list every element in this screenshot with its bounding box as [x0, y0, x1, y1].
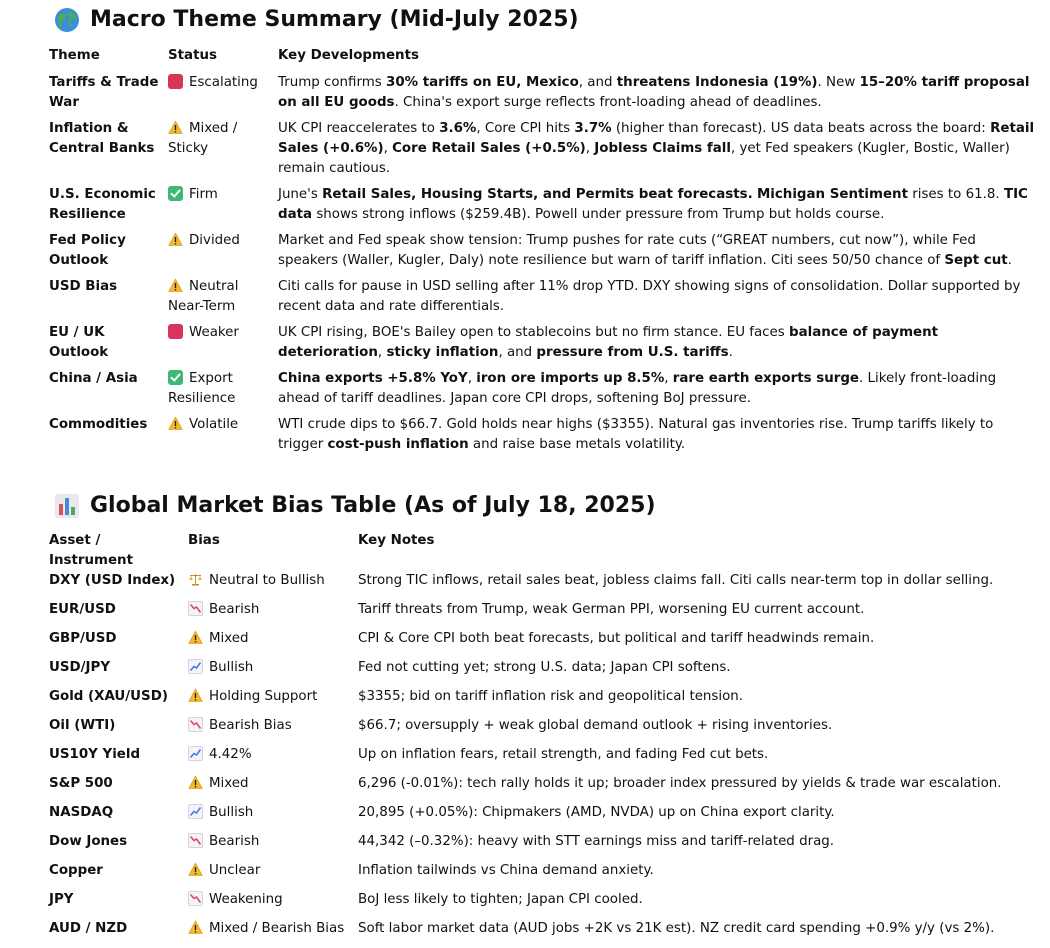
asset-cell: Copper	[49, 863, 103, 878]
text: UK CPI rising, BOE's Bailey open to stablecoins but no firm stance. EU faces	[278, 325, 790, 340]
key-developments-cell	[278, 368, 1039, 414]
warning-icon	[168, 232, 183, 247]
status-text: Weaker	[189, 325, 239, 340]
bold-text: China exports +5.8% YoY	[278, 371, 468, 386]
status-cell	[168, 414, 278, 460]
chart-decreasing-icon	[188, 891, 203, 906]
bold-text: iron ore imports up 8.5%	[476, 371, 665, 386]
status-text: Mixed / Sticky	[168, 121, 238, 156]
red-square-icon	[168, 74, 183, 89]
table-row	[49, 832, 1039, 861]
bias-text: 4.42%	[209, 747, 252, 762]
theme-cell: Inflation & Central Banks	[49, 121, 155, 156]
warning-icon	[168, 120, 183, 135]
text: ,	[377, 345, 387, 360]
bold-text: balance of payment deterioration	[278, 325, 939, 360]
text: , Core CPI hits	[476, 121, 575, 136]
text: June's	[278, 187, 323, 202]
key-notes-cell: Fed not cutting yet; strong U.S. data; Japan CPI softens.	[358, 660, 731, 675]
text: .	[728, 345, 733, 360]
status-cell	[168, 72, 278, 118]
table-row	[49, 629, 1039, 658]
bias-text: Unclear	[209, 863, 261, 878]
table-row	[49, 322, 1039, 368]
bar-chart-icon	[54, 493, 80, 519]
table-row	[49, 919, 1039, 948]
warning-icon	[188, 630, 203, 645]
warning-icon	[188, 688, 203, 703]
table-row	[49, 600, 1039, 629]
bold-text: TIC data	[278, 187, 1028, 222]
bias-cell	[188, 716, 358, 745]
section-title-bias	[54, 492, 656, 520]
bias-text: Weakening	[209, 892, 283, 907]
bold-text: threatens Indonesia (19%)	[616, 75, 818, 90]
market-bias-table	[49, 528, 1039, 948]
table-row	[49, 890, 1039, 919]
bias-text: Bearish Bias	[209, 718, 292, 733]
text: Citi calls for pause in USD selling after 11% drop YTD. DXY showing signs of consolidation. Dollar supported by recent data and rate differentials.	[278, 279, 1021, 314]
bold-text: pressure from U.S. tariffs	[536, 345, 729, 360]
check-icon	[168, 370, 183, 385]
globe-icon	[54, 7, 80, 33]
text: and raise base metals volatility.	[468, 437, 686, 452]
section-title-text: Macro Theme Summary (Mid-July 2025)	[90, 7, 579, 32]
table-header-row	[49, 43, 1039, 72]
section-title-text: Global Market Bias Table (As of July 18, 2025)	[90, 493, 656, 518]
asset-cell: NASDAQ	[49, 805, 114, 820]
bold-text: Jobless Claims fall	[594, 141, 731, 156]
bias-cell	[188, 745, 358, 774]
key-notes-cell: Tariff threats from Trump, weak German PPI, worsening EU current account.	[358, 602, 865, 617]
warning-icon	[168, 416, 183, 431]
status-cell	[168, 322, 278, 368]
bold-text: 15–20% tariff proposal on all EU goods	[278, 75, 1030, 110]
table-row	[49, 774, 1039, 803]
status-cell	[168, 184, 278, 230]
bold-text: Retail Sales, Housing Starts, and Permits beat forecasts.	[322, 187, 753, 202]
bias-text: Bullish	[209, 805, 254, 820]
bias-cell	[188, 890, 358, 919]
bold-text: 3.7%	[574, 121, 612, 136]
asset-cell: Dow Jones	[49, 834, 128, 849]
table-row	[49, 414, 1039, 460]
theme-cell: EU / UK Outlook	[49, 325, 109, 360]
table-row	[49, 803, 1039, 832]
theme-cell: USD Bias	[49, 279, 118, 294]
chart-increasing-icon	[188, 804, 203, 819]
text: .	[1007, 253, 1012, 268]
bias-cell	[188, 687, 358, 716]
asset-cell: EUR/USD	[49, 602, 116, 617]
bold-text: cost-push inflation	[327, 437, 469, 452]
bias-text: Bullish	[209, 660, 254, 675]
theme-cell: Commodities	[49, 417, 148, 432]
key-notes-cell: Inflation tailwinds vs China demand anxiety.	[358, 863, 654, 878]
table-row	[49, 716, 1039, 745]
table-row	[49, 72, 1039, 118]
status-cell	[168, 368, 278, 414]
table-row	[49, 184, 1039, 230]
header-asset: Asset / Instrument	[49, 533, 133, 568]
header-key-developments: Key Developments	[278, 48, 419, 63]
theme-cell: Fed Policy Outlook	[49, 233, 126, 268]
bold-text: Sept cut	[944, 253, 1008, 268]
asset-cell: S&P 500	[49, 776, 113, 791]
text: . China's export surge reflects front-loading ahead of deadlines.	[394, 95, 822, 110]
scale-icon	[188, 572, 203, 587]
status-text: Neutral Near-Term	[168, 279, 239, 314]
bias-text: Holding Support	[209, 689, 318, 704]
bias-cell	[188, 861, 358, 890]
key-notes-cell: BoJ less likely to tighten; Japan CPI cooled.	[358, 892, 643, 907]
text: ,	[383, 141, 393, 156]
bias-text: Neutral to Bullish	[209, 573, 325, 588]
key-developments-cell	[278, 118, 1039, 184]
text: (higher than forecast). US data beats across the board:	[611, 121, 991, 136]
bias-cell	[188, 571, 358, 600]
table-row	[49, 745, 1039, 774]
header-status: Status	[168, 48, 217, 63]
table-row	[49, 687, 1039, 716]
table-row	[49, 658, 1039, 687]
theme-cell: China / Asia	[49, 371, 138, 386]
key-notes-cell: $3355; bid on tariff inflation risk and geopolitical tension.	[358, 689, 744, 704]
text: shows strong inflows ($259.4B). Powell under pressure from Trump but holds course.	[312, 207, 885, 222]
chart-increasing-icon	[188, 659, 203, 674]
warning-icon	[188, 862, 203, 877]
bias-text: Mixed	[209, 631, 249, 646]
section-title-macro	[54, 6, 579, 34]
chart-decreasing-icon	[188, 833, 203, 848]
table-row	[49, 230, 1039, 276]
asset-cell: GBP/USD	[49, 631, 117, 646]
theme-cell: Tariffs & Trade War	[49, 75, 159, 110]
status-text: Volatile	[189, 417, 239, 432]
status-cell	[168, 276, 278, 322]
text: ,	[585, 141, 595, 156]
bold-text: Michigan Sentiment	[756, 187, 908, 202]
red-square-icon	[168, 324, 183, 339]
table-row	[49, 571, 1039, 600]
text: WTI crude dips to $66.7. Gold holds near highs ($3355). Natural gas inventories rise. Trump tariffs likely to trigger	[278, 417, 994, 452]
asset-cell: Oil (WTI)	[49, 718, 116, 733]
text: UK CPI reaccelerates to	[278, 121, 440, 136]
warning-icon	[168, 278, 183, 293]
header-theme: Theme	[49, 48, 100, 63]
bold-text: rare earth exports surge	[672, 371, 860, 386]
text: , and	[578, 75, 617, 90]
asset-cell: DXY (USD Index)	[49, 573, 176, 588]
table-header-row	[49, 528, 1039, 571]
table-row	[49, 276, 1039, 322]
text: , yet Fed speakers (Kugler, Bostic, Waller) remain cautious.	[278, 141, 1010, 176]
key-notes-cell: 6,296 (-0.01%): tech rally holds it up; broader index pressured by yields & trade war escalation.	[358, 776, 1002, 791]
key-developments-cell	[278, 72, 1039, 118]
text: rises to 61.8.	[907, 187, 1004, 202]
status-text: Export Resilience	[168, 371, 236, 406]
bias-text: Bearish	[209, 602, 260, 617]
table-row	[49, 368, 1039, 414]
bias-cell	[188, 832, 358, 861]
bias-cell	[188, 774, 358, 803]
text: ,	[467, 371, 477, 386]
asset-cell: AUD / NZD	[49, 921, 128, 936]
text: . Likely front-loading ahead of tariff deadlines. Japan core CPI drops, softening BoJ pressure.	[278, 371, 997, 406]
theme-cell: U.S. Economic Resilience	[49, 187, 156, 222]
asset-cell: Gold (XAU/USD)	[49, 689, 168, 704]
bias-cell	[188, 658, 358, 687]
status-cell	[168, 118, 278, 184]
key-developments-cell	[278, 184, 1039, 230]
key-notes-cell: 44,342 (–0.32%): heavy with STT earnings miss and tariff-related drag.	[358, 834, 835, 849]
key-notes-cell: Strong TIC inflows, retail sales beat, jobless claims fall. Citi calls near-term top in dollar selling.	[358, 573, 994, 588]
chart-decreasing-icon	[188, 717, 203, 732]
asset-cell: USD/JPY	[49, 660, 111, 675]
asset-cell: JPY	[49, 892, 74, 907]
text: Trump confirms	[278, 75, 387, 90]
bias-text: Bearish	[209, 834, 260, 849]
chart-increasing-icon	[188, 746, 203, 761]
header-bias: Bias	[188, 533, 220, 548]
key-developments-cell	[278, 322, 1039, 368]
bias-cell	[188, 803, 358, 832]
bold-text: Core Retail Sales (+0.5%)	[392, 141, 586, 156]
key-notes-cell: Up on inflation fears, retail strength, and fading Fed cut bets.	[358, 747, 769, 762]
text: , and	[498, 345, 537, 360]
key-developments-cell	[278, 276, 1039, 322]
bias-cell	[188, 919, 358, 948]
asset-cell: US10Y Yield	[49, 747, 141, 762]
key-notes-cell: $66.7; oversupply + weak global demand outlook + rising inventories.	[358, 718, 833, 733]
bias-cell	[188, 600, 358, 629]
key-notes-cell: 20,895 (+0.05%): Chipmakers (AMD, NVDA) up on China export clarity.	[358, 805, 835, 820]
check-icon	[168, 186, 183, 201]
bias-text: Mixed	[209, 776, 249, 791]
chart-decreasing-icon	[188, 601, 203, 616]
key-developments-cell	[278, 230, 1039, 276]
macro-theme-table	[49, 43, 1039, 460]
bold-text: 30% tariffs on EU, Mexico	[386, 75, 579, 90]
warning-icon	[188, 775, 203, 790]
key-notes-cell: Soft labor market data (AUD jobs +2K vs 21K est). NZ credit card spending +0.9% y/y (vs 2%).	[358, 921, 995, 936]
table-row	[49, 861, 1039, 890]
bold-text: Retail Sales (+0.6%)	[278, 121, 1035, 156]
status-text: Escalating	[189, 75, 258, 90]
key-developments-cell	[278, 414, 1039, 460]
header-key-notes: Key Notes	[358, 533, 435, 548]
bias-cell	[188, 629, 358, 658]
status-cell	[168, 230, 278, 276]
key-notes-cell: CPI & Core CPI both beat forecasts, but political and tariff headwinds remain.	[358, 631, 875, 646]
status-text: Firm	[189, 187, 218, 202]
warning-icon	[188, 920, 203, 935]
bold-text: sticky inflation	[386, 345, 499, 360]
text: ,	[664, 371, 673, 386]
bias-text: Mixed / Bearish Bias	[209, 921, 345, 936]
status-text: Divided	[189, 233, 240, 248]
text: Market and Fed speak show tension: Trump pushes for rate cuts (“GREAT numbers, cut now”), while Fed speakers (Waller, Kugler, Daly) note resilience but warn of tariff inflation. Citi sees 50/50 chance of	[278, 233, 976, 268]
bold-text: 3.6%	[439, 121, 477, 136]
table-row	[49, 118, 1039, 184]
text: . New	[817, 75, 860, 90]
